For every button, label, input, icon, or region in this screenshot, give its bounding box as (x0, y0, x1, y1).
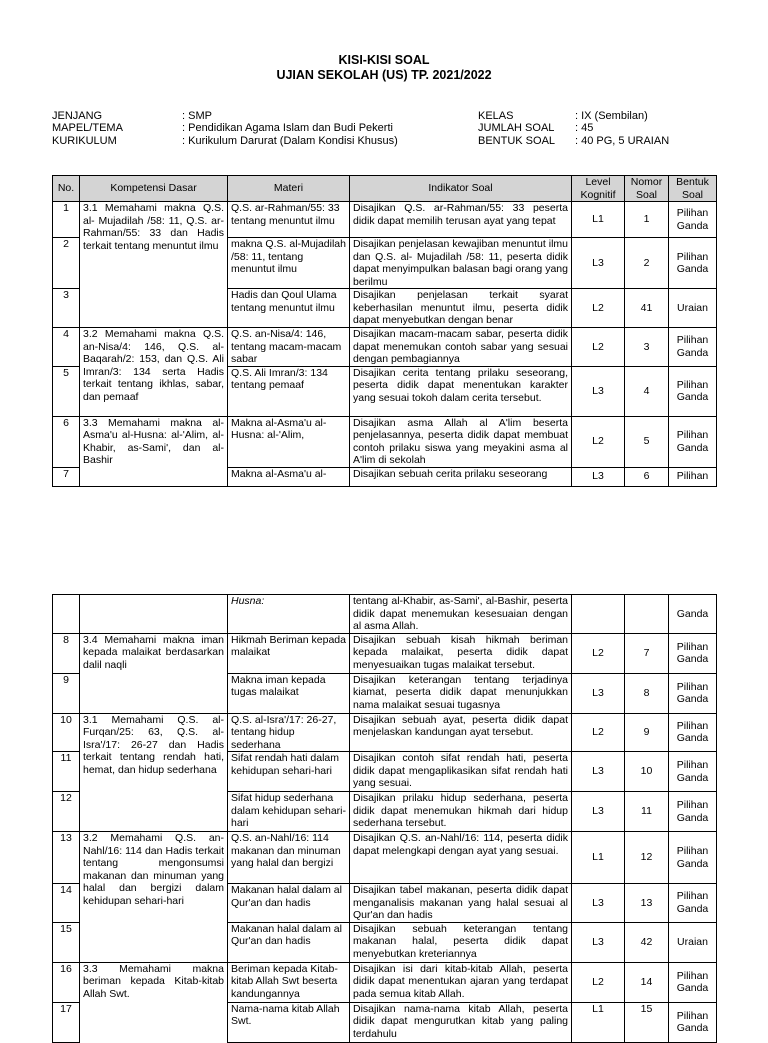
level-cell: L2 (572, 713, 625, 752)
row-no: 16 (53, 962, 80, 1002)
materi-cell: Makanan halal dalam al Qur'an dan hadis (228, 884, 350, 923)
jenjang-value: : SMP (182, 110, 212, 122)
table-row-continuation (53, 595, 717, 634)
row-no: 11 (53, 752, 80, 792)
jenjang-label: JENJANG (52, 110, 103, 122)
bentuk-cell: Ganda (669, 595, 717, 634)
table-row (53, 633, 717, 673)
kompetensi-dasar-cell: 3.3 Memahami makna beriman kepada Kitab-kitab Allah Swt. (80, 962, 228, 1042)
row-no: 13 (53, 832, 80, 884)
nomor-cell: 6 (625, 467, 669, 486)
indikator-cell: tentang al-Khabir, as-Sami', al-Bashir, peserta didik dapat menemukan kesesuaian dengan al asma Allah. (350, 595, 572, 634)
bentuk-cell: Pilihan Ganda (669, 713, 717, 752)
indikator-cell: Disajikan keterangan tentang terjadinya kiamat, peserta didik dapat menunjukkan nama malaikat sesuai tugasnya (350, 673, 572, 713)
level-cell: L3 (572, 884, 625, 923)
col-header-nomor-soal: Nomor Soal (625, 176, 669, 202)
row-no: 17 (53, 1002, 80, 1042)
materi-cell: Makna al-Asma'u al-Husna: al-'Alim, (228, 416, 350, 467)
row-no: 9 (53, 673, 80, 713)
bentuk-cell: Pilihan Ganda (669, 366, 717, 416)
indikator-cell: Disajikan prilaku hidup sederhana, peserta didik dapat menemukan hikmah dari hidup sederhana tersebut. (350, 792, 572, 832)
kelas-label: KELAS (478, 110, 514, 122)
kisi-table-page2 (52, 594, 717, 1043)
level-cell: L2 (572, 289, 625, 328)
kompetensi-dasar-cell: 3.4 Memahami makna iman kepada malaikat berdasarkan dalil naqli (80, 633, 228, 713)
nomor-cell: 8 (625, 673, 669, 713)
kelas-value: : IX (Sembilan) (575, 110, 648, 122)
indikator-cell: Disajikan sebuah ayat, peserta didik dapat menjelaskan kandungan ayat tersebut. (350, 713, 572, 752)
bentuk-cell: Pilihan Ganda (669, 328, 717, 367)
bentuk-cell: Pilihan Ganda (669, 202, 717, 238)
materi-cell: Beriman kepada Kitab-kitab Allah Swt beserta kandungannya (228, 962, 350, 1002)
row-no: 8 (53, 633, 80, 673)
materi-cell: Sifat rendah hati dalam kehidupan sehari-hari (228, 752, 350, 792)
table-row (53, 962, 717, 1002)
table-row (53, 832, 717, 884)
indikator-cell: Disajikan Q.S. ar-Rahman/55: 33 peserta didik dapat memilih terusan ayat yang tepat (350, 202, 572, 238)
level-cell: L2 (572, 416, 625, 467)
kurikulum-value: : Kurikulum Darurat (Dalam Kondisi Khusus) (182, 135, 398, 147)
bentuk-cell: Pilihan Ganda (669, 752, 717, 792)
jumlah-soal-label: JUMLAH SOAL (478, 122, 555, 134)
table-row (53, 713, 717, 752)
bentuk-cell: Pilihan Ganda (669, 792, 717, 832)
bentuk-cell: Pilihan Ganda (669, 962, 717, 1002)
kompetensi-dasar-cell: 3.2 Memahami Q.S. an-Nahl/16: 114 dan Hadis terkait tentang mengonsumsi makanan dan minuman yang halal dan bergizi dalam kehidupan sehari-hari (80, 832, 228, 963)
nomor-cell: 12 (625, 832, 669, 884)
materi-cell: Q.S. ar-Rahman/55: 33 tentang menuntut ilmu (228, 202, 350, 238)
mapel-value: : Pendidikan Agama Islam dan Budi Pekerti (182, 122, 393, 134)
level-cell: L2 (572, 962, 625, 1002)
row-no (53, 595, 80, 634)
bentuk-cell: Pilihan Ganda (669, 416, 717, 467)
level-cell: L1 (572, 832, 625, 884)
level-cell: L3 (572, 792, 625, 832)
level-cell: L1 (572, 202, 625, 238)
indikator-cell: Disajikan penjelasan terkait syarat keberhasilan menuntut ilmu, peserta didik dapat menyebutkan dengan benar (350, 289, 572, 328)
table-row (53, 202, 717, 238)
materi-cell: Q.S. an-Nisa/4: 146, tentang macam-macam sabar (228, 328, 350, 367)
bentuk-cell: Pilihan Ganda (669, 633, 717, 673)
indikator-cell: Disajikan macam-macam sabar, peserta didik dapat menemukan contoh sabar yang sesuai dengan pembagiannya (350, 328, 572, 367)
materi-cell: Q.S. Ali Imran/3: 134 tentang pemaaf (228, 366, 350, 416)
materi-cell: Q.S. an-Nahl/16: 114 makanan dan minuman yang halal dan bergizi (228, 832, 350, 884)
indikator-cell: Disajikan cerita tentang prilaku seseorang, peserta didik dapat menentukan karakter yang sesuai tokoh dalam cerita tersebut. (350, 366, 572, 416)
row-no: 1 (53, 202, 80, 238)
nomor-cell: 2 (625, 238, 669, 289)
bentuk-cell: Uraian (669, 922, 717, 962)
materi-cell: Makna al-Asma'u al- (228, 467, 350, 486)
nomor-cell: 4 (625, 366, 669, 416)
kompetensi-dasar-cell: 3.3 Memahami makna al-Asma'u al-Husna: al-'Alim, al-Khabir, as-Sami', dan al-Bashir (80, 416, 228, 486)
level-cell: L3 (572, 752, 625, 792)
row-no: 12 (53, 792, 80, 832)
level-cell: L3 (572, 238, 625, 289)
nomor-cell (625, 595, 669, 634)
level-cell: L1 (572, 1002, 625, 1042)
materi-cell: Sifat hidup sederhana dalam kehidupan sehari-hari (228, 792, 350, 832)
col-header-no: No. (53, 176, 80, 202)
col-header-indikator: Indikator Soal (350, 176, 572, 202)
bentuk-cell: Pilihan Ganda (669, 884, 717, 923)
materi-cell: Hikmah Beriman kepada malaikat (228, 633, 350, 673)
kurikulum-label: KURIKULUM (52, 135, 117, 147)
row-no: 6 (53, 416, 80, 467)
materi-cell: Nama-nama kitab Allah Swt. (228, 1002, 350, 1042)
col-header-materi: Materi (228, 176, 350, 202)
level-cell: L2 (572, 328, 625, 367)
bentuk-cell: Pilihan Ganda (669, 1002, 717, 1042)
row-no: 10 (53, 713, 80, 752)
row-no: 5 (53, 366, 80, 416)
materi-cell: Makna iman kepada tugas malaikat (228, 673, 350, 713)
level-cell (572, 595, 625, 634)
level-cell: L3 (572, 922, 625, 962)
level-cell: L2 (572, 633, 625, 673)
materi-cell: Husna: (228, 595, 350, 634)
materi-cell: Hadis dan Qoul Ulama tentang menuntut ilmu (228, 289, 350, 328)
document-subtitle: UJIAN SEKOLAH (US) TP. 2021/2022 (276, 68, 492, 82)
nomor-cell: 14 (625, 962, 669, 1002)
nomor-cell: 13 (625, 884, 669, 923)
row-no: 14 (53, 884, 80, 923)
bentuk-cell: Pilihan Ganda (669, 238, 717, 289)
kompetensi-dasar-cell: 3.1 Memahami makna Q.S. al- Mujadilah /58: 11, Q.S. ar-Rahman/55: 33 dan Hadis terkait tentang menuntut ilmu (80, 202, 228, 328)
bentuk-soal-value: : 40 PG, 5 URAIAN (575, 135, 670, 147)
nomor-cell: 41 (625, 289, 669, 328)
indikator-cell: Disajikan contoh sifat rendah hati, peserta didik dapat mengaplikasikan sifat rendah hati yang sesuai. (350, 752, 572, 792)
indikator-cell: Disajikan sebuah cerita prilaku seseorang (350, 467, 572, 486)
row-no: 15 (53, 922, 80, 962)
nomor-cell: 15 (625, 1002, 669, 1042)
indikator-cell: Disajikan isi dari kitab-kitab Allah, peserta didik dapat menentukan ajaran yang terdapat pada semua kitab Allah. (350, 962, 572, 1002)
kompetensi-dasar-cell (80, 595, 228, 634)
indikator-cell: Disajikan nama-nama kitab Allah, peserta didik dapat mengurutkan kitab yang paling terdahulu (350, 1002, 572, 1042)
materi-cell: Makanan halal dalam al Qur'an dan hadis (228, 922, 350, 962)
nomor-cell: 7 (625, 633, 669, 673)
nomor-cell: 10 (625, 752, 669, 792)
indikator-cell: Disajikan sebuah keterangan tentang makanan halal, peserta didik dapat menyebutkan kreteriannya (350, 922, 572, 962)
row-no: 7 (53, 467, 80, 486)
kisi-table-page1 (52, 175, 717, 487)
col-header-bentuk-soal: Bentuk Soal (669, 176, 717, 202)
col-header-kompetensi-dasar: Kompetensi Dasar (80, 176, 228, 202)
nomor-cell: 42 (625, 922, 669, 962)
row-no: 2 (53, 238, 80, 289)
bentuk-soal-label: BENTUK SOAL (478, 135, 556, 147)
col-header-level-kognitif: Level Kognitif (572, 176, 625, 202)
indikator-cell: Disajikan sebuah kisah hikmah beriman kepada malaikat, peserta didik dapat menyesuaikan tugas malaikat tersebut. (350, 633, 572, 673)
mapel-label: MAPEL/TEMA (52, 122, 123, 134)
kompetensi-dasar-cell: 3.2 Memahami makna Q.S. an-Nisa/4: 146, Q.S. al-Baqarah/2: 153, dan Q.S. Ali Imran/3: 134 serta Hadis terkait tentang ikhlas, sabar, dan pemaaf (80, 328, 228, 417)
level-cell: L3 (572, 467, 625, 486)
nomor-cell: 9 (625, 713, 669, 752)
indikator-cell: Disajikan penjelasan kewajiban menuntut ilmu dan Q.S. al- Mujadilah /58: 11, peserta didik dapat menyimpulkan balasan bagi orang yang berilmu (350, 238, 572, 289)
bentuk-cell: Pilihan (669, 467, 717, 486)
materi-cell: makna Q.S. al-Mujadilah /58: 11, tentang menuntut ilmu (228, 238, 350, 289)
row-no: 4 (53, 328, 80, 367)
table-row (53, 328, 717, 367)
nomor-cell: 1 (625, 202, 669, 238)
materi-cell: Q.S. al-Isra'/17: 26-27, tentang hidup sederhana (228, 713, 350, 752)
level-cell: L3 (572, 673, 625, 713)
indikator-cell: Disajikan Q.S. an-Nahl/16: 114, peserta didik dapat melengkapi dengan ayat yang sesuai. (350, 832, 572, 884)
nomor-cell: 3 (625, 328, 669, 367)
document-title: KISI-KISI SOAL (338, 53, 430, 67)
indikator-cell: Disajikan asma Allah al A'lim beserta penjelasannya, peserta didik dapat membuat contoh prilaku siswa yang meyakini asma al A'lim di sekolah (350, 416, 572, 467)
nomor-cell: 11 (625, 792, 669, 832)
row-no: 3 (53, 289, 80, 328)
indikator-cell: Disajikan tabel makanan, peserta didik dapat menganalisis makanan yang halal sesuai al Qur'an dan hadis (350, 884, 572, 923)
jumlah-soal-value: : 45 (575, 122, 594, 134)
table-row (53, 416, 717, 467)
kompetensi-dasar-cell: 3.1 Memahami Q.S. al-Furqan/25: 63, Q.S. al-Isra'/17: 26-27 dan Hadis terkait tentang rendah hati, hemat, dan hidup sederhana (80, 713, 228, 832)
bentuk-cell: Pilihan Ganda (669, 832, 717, 884)
nomor-cell: 5 (625, 416, 669, 467)
level-cell: L3 (572, 366, 625, 416)
bentuk-cell: Uraian (669, 289, 717, 328)
bentuk-cell: Pilihan Ganda (669, 673, 717, 713)
